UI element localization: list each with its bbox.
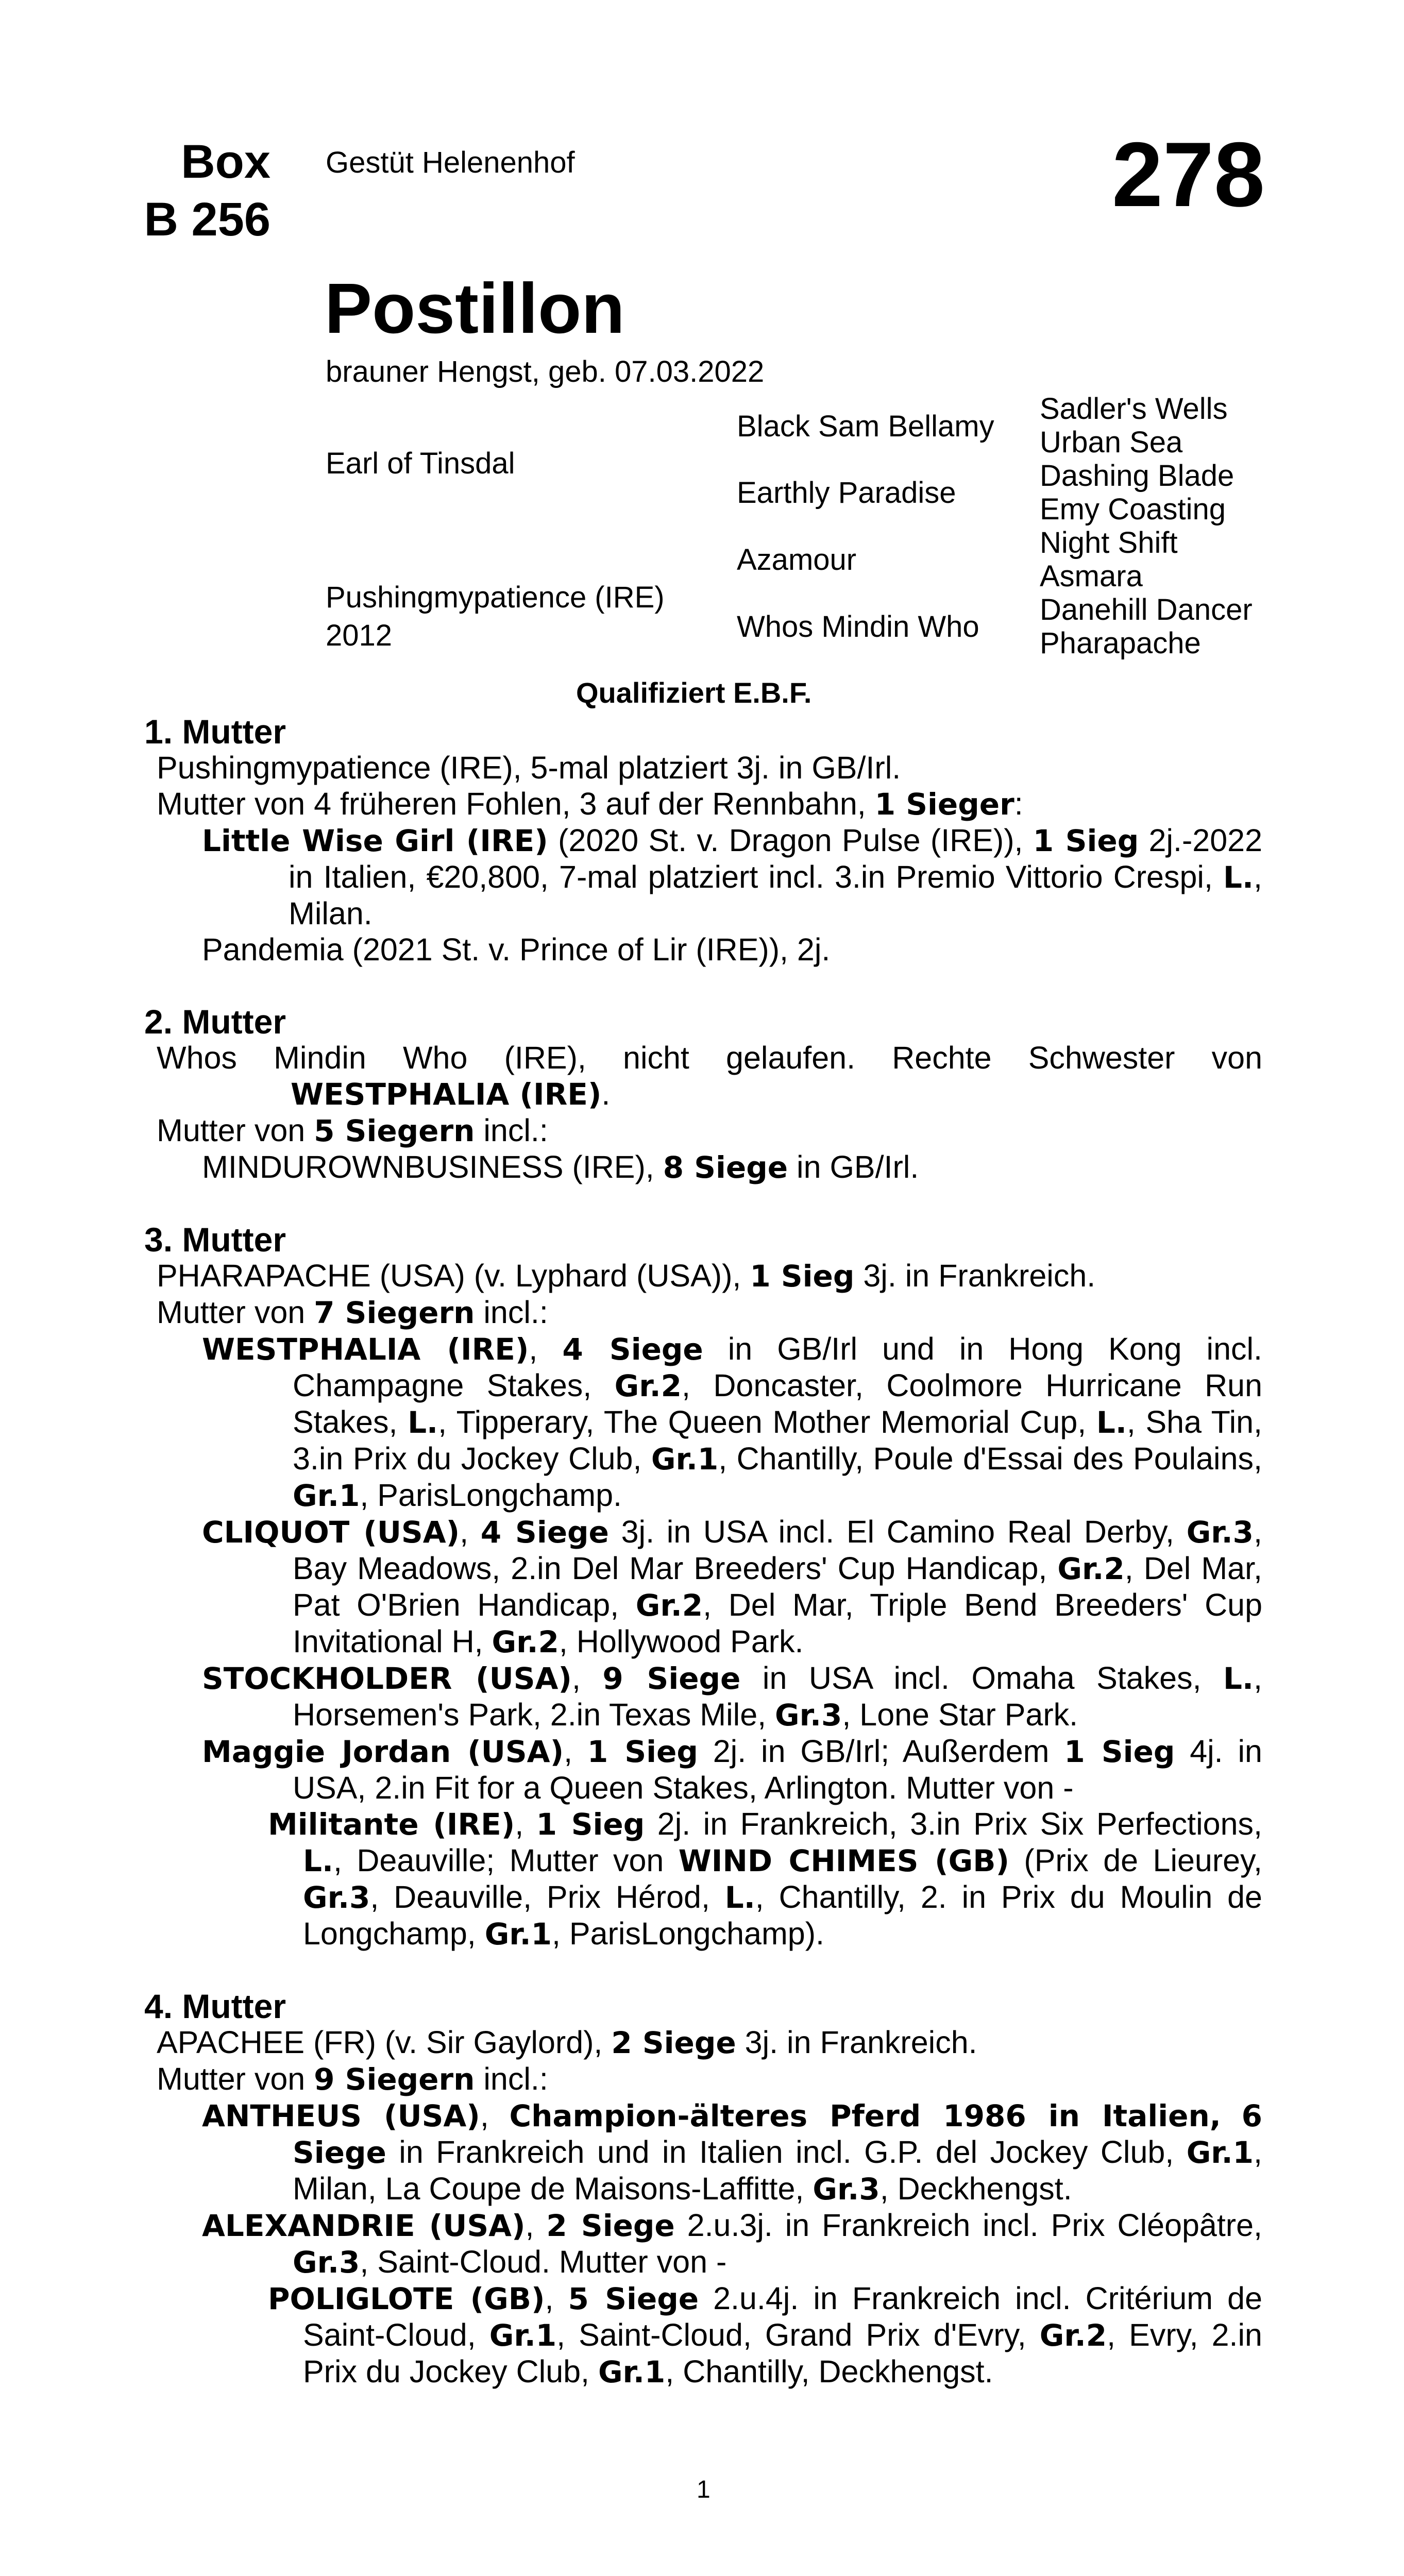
text-segment: L. <box>724 1880 755 1915</box>
text-segment: 1 Sieg <box>587 1734 698 1769</box>
text-segment: Champion-älteres Pferd 1986 in Italien, <box>509 2098 1221 2133</box>
section-third-dam <box>144 1222 1262 1952</box>
text-segment: POLIGLOTE (GB) <box>268 2281 545 2316</box>
text-segment: 4j. in USA, 2.in Fit for a Queen Stakes, Arlington. Mutter von - <box>293 1734 1262 1805</box>
text-segment: Gr.2 <box>1039 2318 1107 2353</box>
text-segment: , <box>564 1734 587 1769</box>
text-segment: in USA incl. Omaha Stakes, <box>740 1660 1224 1696</box>
produce-summary: Mutter von 5 Siegern incl.: <box>157 1113 548 1148</box>
pedigree-ggen-3: Dashing Blade <box>1040 459 1234 493</box>
text-segment: , <box>480 2098 510 2133</box>
text-segment: L. <box>408 1405 438 1440</box>
text-segment: , Evry, 2.in Prix du Jockey Club, <box>303 2317 1262 2389</box>
pedigree-ggen-1: Sadler's Wells <box>1040 392 1228 426</box>
text-segment: Gr.1 <box>1186 2135 1254 2170</box>
text-segment: Gr.2 <box>492 1624 559 1659</box>
produce-subentry <box>144 1806 1262 1952</box>
dam-record: Pushingmypatience (IRE), 5-mal platziert 3j. in GB/Irl. <box>157 750 901 785</box>
text-segment: , Chantilly, 2. in Prix du Moulin de Longchamp, <box>303 1879 1262 1951</box>
section-title: 4. Mutter <box>144 1987 286 2025</box>
text-segment: in Frankreich und in Italien incl. G.P. del Jockey Club, <box>386 2134 1187 2170</box>
text-segment: Gr.3 <box>303 1880 370 1915</box>
pedigree-dam-sire: Azamour <box>737 543 857 577</box>
pedigree-dam-dam: Whos Mindin Who <box>737 610 979 643</box>
text-segment: , Saint-Cloud, Grand Prix d'Evry, <box>556 2317 1040 2352</box>
text-segment: Maggie Jordan (USA) <box>202 1734 564 1769</box>
text-segment: , Bay Meadows, 2.in Del Mar Breeders' Cup Handicap, <box>293 1514 1262 1586</box>
text-segment: , <box>460 1514 481 1549</box>
produce-entry <box>144 1514 1262 1660</box>
text-segment: , Deckhengst. <box>879 2171 1072 2206</box>
pedigree-dam: Pushingmypatience (IRE) <box>326 581 665 614</box>
text-segment: 2.u.4j. in Frankreich incl. Critérium de Saint-Cloud, <box>303 2281 1263 2352</box>
text-segment: (Prix de Lieurey, <box>1009 1843 1262 1878</box>
text-segment: , ParisLongchamp. <box>360 1478 622 1513</box>
text-segment: Militante (IRE) <box>268 1807 515 1842</box>
text-segment: Gr.1 <box>489 2318 557 2353</box>
horse-description: brauner Hengst, geb. 07.03.2022 <box>326 355 765 388</box>
text-segment: Gr.1 <box>651 1442 719 1477</box>
dam-record: APACHEE (FR) (v. Sir Gaylord), 2 Siege 3j. in Frankreich. <box>157 2025 977 2060</box>
text-segment: 2 Siege <box>546 2208 675 2243</box>
dam-record-cont: WESTPHALIA (IRE). <box>291 1076 611 1112</box>
qualification: Qualifiziert E.B.F. <box>576 676 812 709</box>
breeder-name: Gestüt Helenenhof <box>326 146 575 179</box>
pedigree-dam-year: 2012 <box>326 619 393 652</box>
text-segment: WIND CHIMES (GB) <box>678 1843 1009 1878</box>
text-segment: , Sha Tin, 3.in Prix du Jockey Club, <box>293 1404 1262 1476</box>
pedigree-sire: Earl of Tinsdal <box>326 447 515 480</box>
text-segment: L. <box>1223 1661 1254 1696</box>
pedigree-ggen-8: Pharapache <box>1040 626 1201 660</box>
text-segment: , Deauville, Prix Hérod, <box>370 1879 725 1914</box>
pedigree-ggen-4: Emy Coasting <box>1040 493 1226 526</box>
text-segment: 1 Sieg <box>1064 1734 1175 1769</box>
text-segment: , <box>529 1331 563 1366</box>
box-number: B 256 <box>144 193 270 246</box>
text-segment: , <box>525 2208 547 2243</box>
text-segment: in GB/Irl und in Hong Kong incl. Champagne Stakes, <box>293 1331 1262 1403</box>
pedigree-ggen-6: Asmara <box>1040 560 1143 593</box>
produce-entry <box>144 1660 1262 1733</box>
text-segment: 2j. in GB/Irl; Außerdem <box>698 1734 1064 1769</box>
text-segment: ANTHEUS (USA) <box>202 2098 480 2133</box>
text-segment: L. <box>303 1843 333 1878</box>
produce-entry <box>144 1733 1262 1806</box>
text-segment: 4 Siege <box>562 1332 703 1367</box>
section-second-dam <box>144 1004 1262 1185</box>
text-segment: , Deauville; Mutter von <box>333 1843 679 1878</box>
section-title: 3. Mutter <box>144 1221 286 1259</box>
text-segment: 4 Siege <box>480 1515 609 1550</box>
text-segment: Gr.1 <box>484 1917 552 1952</box>
text-segment: STOCKHOLDER (USA) <box>202 1661 572 1696</box>
section-first-dam <box>144 714 1262 968</box>
text-segment: 1 Sieg <box>536 1807 645 1842</box>
text-segment: , Del Mar, Triple Bend Breeders' Cup Invitational H, <box>293 1587 1262 1659</box>
pedigree-ggen-5: Night Shift <box>1040 526 1178 560</box>
text-segment: 5 Siege <box>568 2281 699 2316</box>
text-segment: Gr.2 <box>614 1368 682 1403</box>
text-segment: Gr.2 <box>635 1588 703 1623</box>
pedigree-ggen-2: Urban Sea <box>1040 426 1183 459</box>
text-segment: , Lone Star Park. <box>842 1697 1078 1732</box>
pedigree-sire-sire: Black Sam Bellamy <box>737 410 994 443</box>
text-segment: Gr.3 <box>813 2172 880 2207</box>
text-segment: , Horsemen's Park, 2.in Texas Mile, <box>293 1660 1262 1732</box>
text-segment: ALEXANDRIE (USA) <box>202 2208 526 2243</box>
pedigree-sire-dam: Earthly Paradise <box>737 476 956 510</box>
catalogue-number: 278 <box>1112 123 1265 226</box>
produce-entry <box>144 2207 1262 2280</box>
text-segment: , <box>515 1806 536 1841</box>
dam-line-body <box>144 714 1262 2426</box>
text-segment: Gr.1 <box>598 2354 666 2389</box>
dam-record: PHARAPACHE (USA) (v. Lyphard (USA)), 1 Sieg 3j. in Frankreich. <box>157 1258 1096 1294</box>
text-segment: , Hollywood Park. <box>559 1624 804 1659</box>
text-segment: , Del Mar, Pat O'Brien Handicap, <box>293 1551 1262 1622</box>
text-segment: CLIQUOT (USA) <box>202 1515 460 1550</box>
produce-summary: Mutter von 7 Siegern incl.: <box>157 1295 548 1330</box>
produce-summary: Mutter von 4 früheren Fohlen, 3 auf der Rennbahn, 1 Sieger: <box>157 786 1023 822</box>
produce-entry <box>144 1331 1262 1514</box>
text-segment: , <box>545 2281 568 2316</box>
text-segment: , <box>571 1660 603 1696</box>
text-segment: , Chantilly, Poule d'Essai des Poulains, <box>718 1441 1262 1476</box>
text-segment: 9 Siege <box>602 1661 741 1696</box>
produce-entry: Pandemia (2021 St. v. Prince of Lir (IRE)), 2j. <box>202 932 831 967</box>
section-title: 2. Mutter <box>144 1003 286 1041</box>
produce-entry: Little Wise Girl (IRE) (2020 St. v. Dragon Pulse (IRE)), 1 Sieg 2j.-2022 in Italien, €20,800, 7-mal platziert incl. 3.in Premio Vittorio Crespi, L., Milan. <box>202 823 1262 931</box>
text-segment: , Doncaster, Coolmore Hurricane Run Stakes, <box>293 1368 1263 1439</box>
text-segment: , Saint-Cloud. Mutter von - <box>360 2244 727 2279</box>
pedigree-ggen-7: Danehill Dancer <box>1040 593 1253 626</box>
box-label: Box <box>181 135 270 188</box>
horse-name: Postillon <box>325 269 625 348</box>
produce-subentry <box>144 2280 1262 2390</box>
text-segment: 2.u.3j. in Frankreich incl. Prix Cléopâtre, <box>674 2208 1262 2243</box>
produce-summary: Mutter von 9 Siegern incl.: <box>157 2061 548 2097</box>
text-segment <box>1221 2098 1242 2133</box>
text-segment: 2j. in Frankreich, 3.in Prix Six Perfections, <box>645 1806 1262 1841</box>
text-segment: L. <box>1096 1405 1127 1440</box>
text-segment: Gr.1 <box>293 1478 360 1513</box>
dam-record: Whos Mindin Who (IRE), nicht gelaufen. Rechte Schwester von <box>157 1040 1262 1075</box>
text-segment: , Milan, La Coupe de Maisons-Laffitte, <box>293 2134 1262 2206</box>
produce-entry <box>144 2097 1262 2207</box>
page-number: 1 <box>697 2476 711 2503</box>
text-segment: 3j. in USA incl. El Camino Real Derby, <box>608 1514 1187 1549</box>
text-segment: Gr.3 <box>293 2245 360 2280</box>
text-segment: , Chantilly, Deckhengst. <box>665 2354 993 2389</box>
produce-entry: MINDUROWNBUSINESS (IRE), 8 Siege in GB/Irl. <box>202 1149 919 1185</box>
text-segment: Gr.3 <box>1186 1515 1254 1550</box>
section-title: 1. Mutter <box>144 713 286 751</box>
text-segment: , ParisLongchamp). <box>552 1916 824 1951</box>
section-fourth-dam <box>144 1988 1262 2390</box>
text-segment: , Tipperary, The Queen Mother Memorial Cup, <box>438 1404 1096 1439</box>
text-segment: Gr.2 <box>1057 1551 1125 1586</box>
text-segment: WESTPHALIA (IRE) <box>202 1332 529 1367</box>
text-segment: 6 Siege <box>293 2098 1262 2170</box>
text-segment: Gr.3 <box>775 1698 842 1733</box>
